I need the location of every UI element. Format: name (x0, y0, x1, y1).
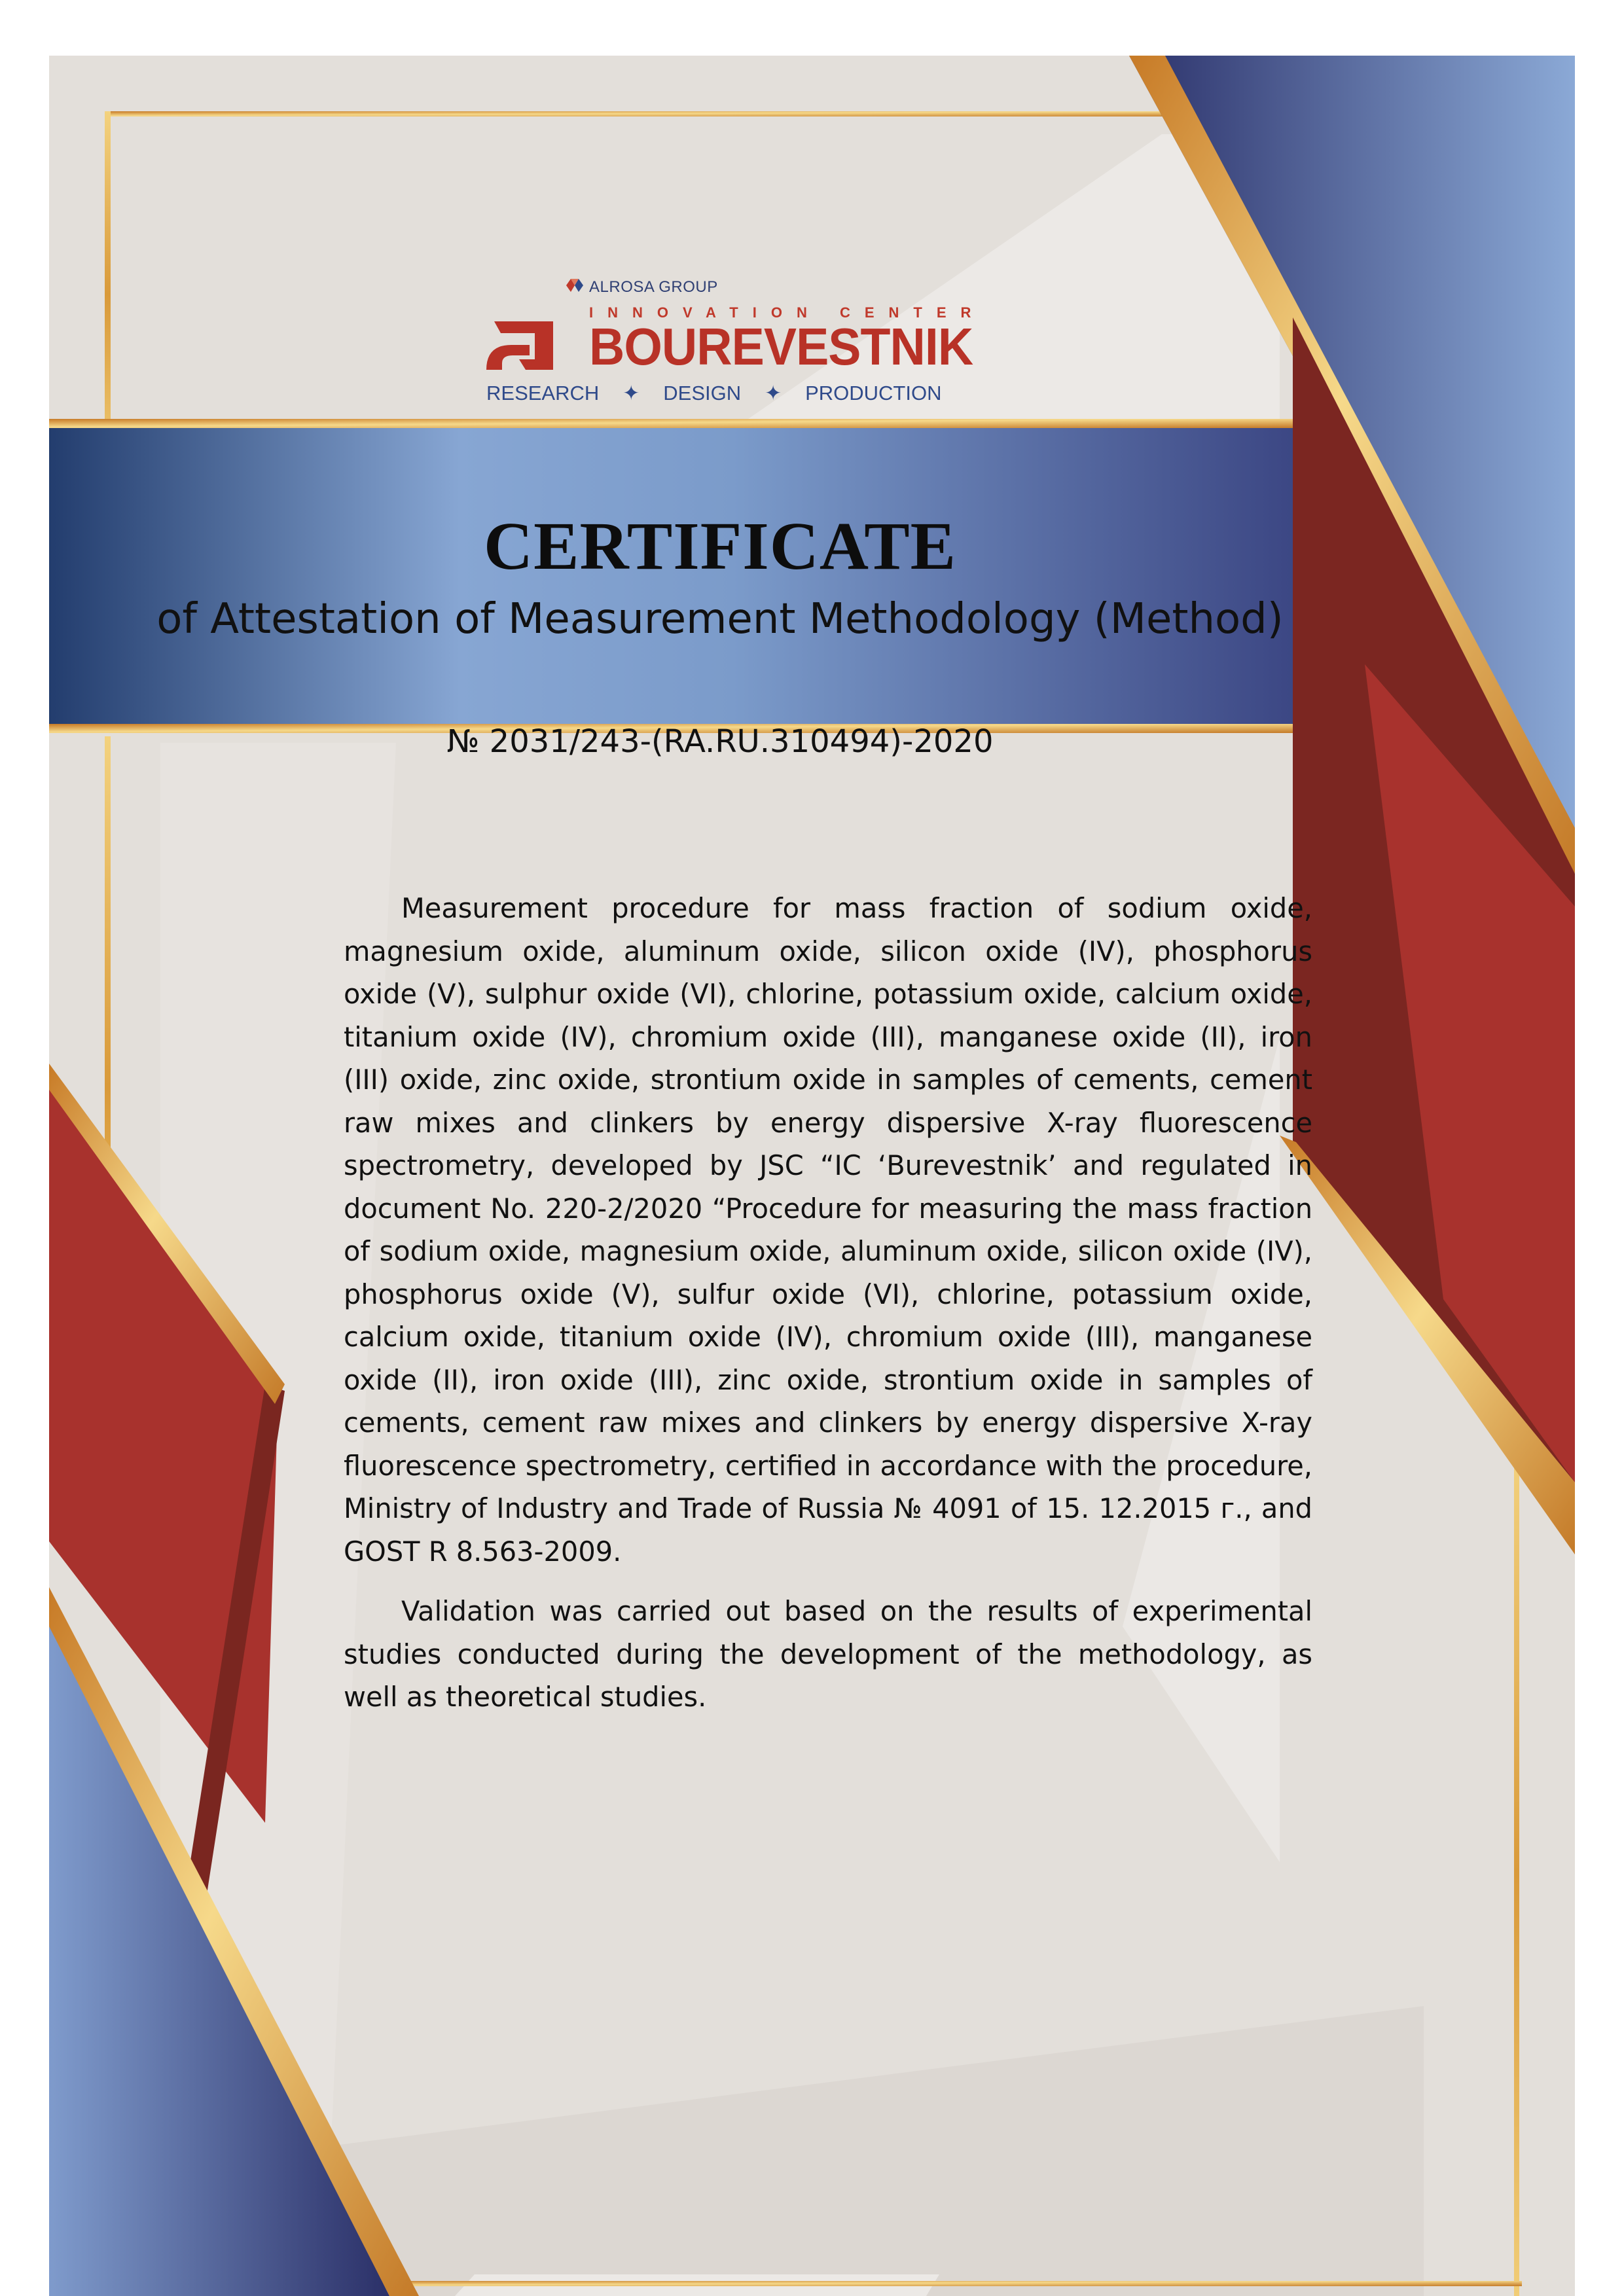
tagline-separator-icon: ✦ (765, 382, 782, 404)
certificate-sheet (49, 56, 1575, 2296)
certificate-body (344, 887, 1312, 1736)
certificate-title-block (98, 481, 1342, 782)
alrosa-diamond-icon (565, 276, 585, 295)
brand-name: BOUREVESTNIK (589, 317, 973, 376)
certificate-title: CERTIFICATE (484, 509, 956, 584)
alrosa-group-label: ALROSA GROUP (589, 278, 718, 296)
tagline-separator-icon: ✦ (623, 382, 640, 404)
brand-tagline (486, 382, 941, 405)
bourevestnik-logo (481, 272, 1044, 416)
tagline-research: RESEARCH (486, 382, 600, 404)
innovation-center-label: INNOVATION CENTER (589, 304, 986, 321)
certificate-number: № 2031/243-(RA.RU.310494)-2020 (446, 723, 994, 760)
tagline-design: DESIGN (663, 382, 742, 404)
brand-mark-icon (481, 316, 566, 375)
body-paragraph: Measurement procedure for mass fraction of sodium oxide, magnesium oxide, aluminum oxide, silicon oxide (IV), phosphorus oxide (V), sulphur oxide (VI), chlorine, potassium oxide, calcium oxide, titanium oxide (IV), chromium oxide (III), manganese oxide (II), iron (III) oxide, zinc oxide, strontium oxide in samples of cements, cement raw mixes and clinkers by energy dispersive X-ray fluorescence spectrometry, developed by JSC “IC ‘Burevestnik’ and regulated in document No. 220-2/2020 “Procedure for measuring the mass fraction of sodium oxide, magnesium oxide, aluminum oxide, silicon oxide (IV), phosphorus oxide (V), sulfur oxide (VI), chlorine, potassium oxide, calcium oxide, titanium oxide (IV), chromium oxide (III), manganese oxide (II), iron oxide (III), zinc oxide, strontium oxide in samples of cements, cement raw mixes and clinkers by energy dispersive X-ray fluorescence spectrometry, certified in accordance with the procedure, Ministry of Industry and Trade of Russia № 4091 of 15. 12.2015 г., and GOST R 8.563-2009. (344, 892, 1312, 1568)
tagline-production: PRODUCTION (805, 382, 942, 404)
body-paragraph: Validation was carried out based on the results of experimental studies conducted during the development of the methodology, as well as theoretical studies. (344, 1595, 1312, 1713)
certificate-subtitle: of Attestation of Measurement Methodology (Method) (156, 595, 1284, 643)
